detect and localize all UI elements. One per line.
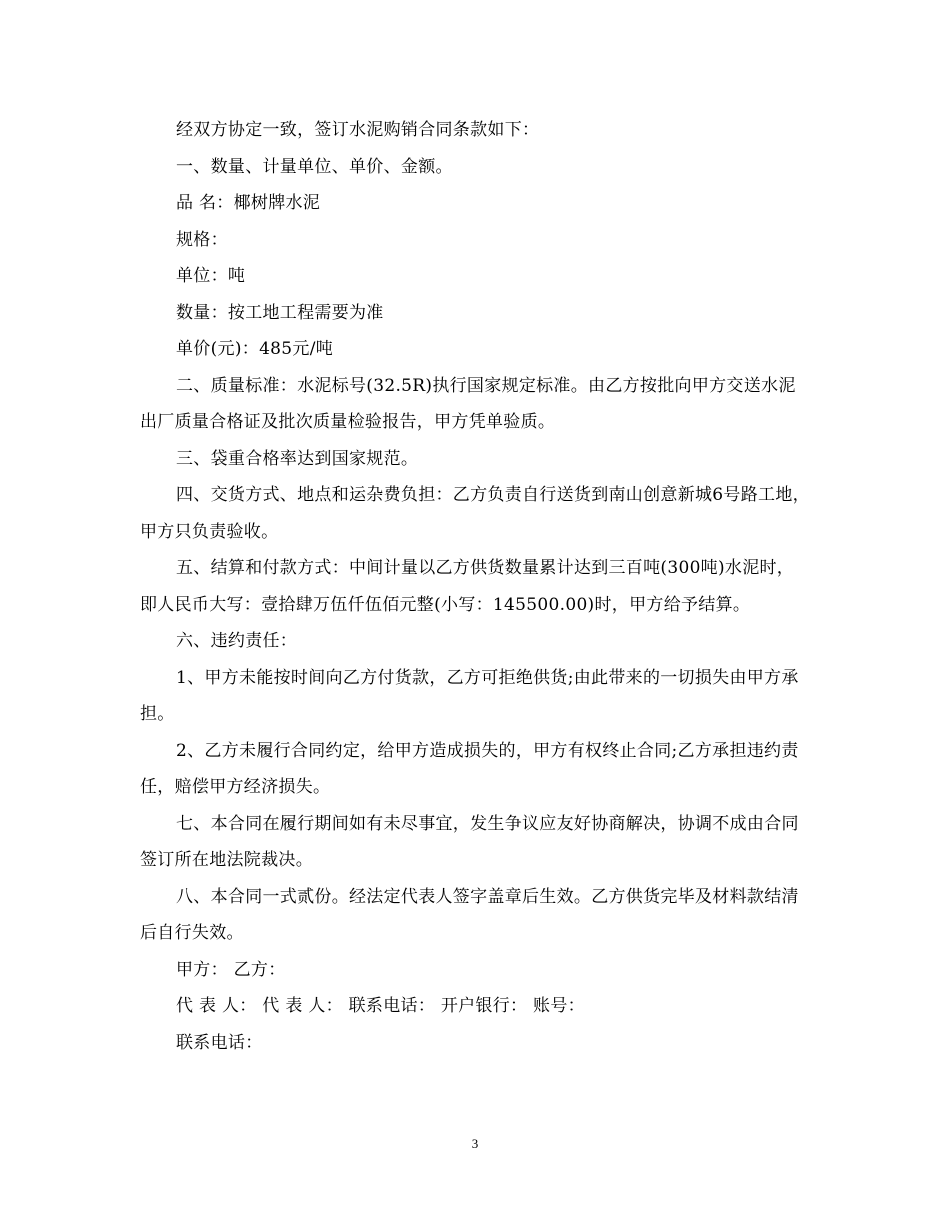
paragraph-quantity: 数量：按工地工程需要为准 — [176, 302, 384, 323]
paragraph-unit: 单位：吨 — [176, 266, 246, 286]
paragraph-section-2-quality: 二、质量标准：水泥标号(32.5R)执行国家规定标准。由乙方按批向甲方交送水泥出厂质量合格证及批次质量检验报告，甲方凭单验质。 — [140, 375, 796, 432]
paragraph-section-5-payment: 五、结算和付款方式：中间计量以乙方供货数量累计达到三百吨(300吨)水泥时，即人民币大写：壹拾肆万伍仟伍佰元整(小写：145500.00)时，甲方给予结算。 — [140, 558, 795, 615]
paragraph-representatives: 代 表 人： 代 表 人： 联系电话： 开户银行： 账号： — [176, 996, 585, 1016]
paragraph-intro: 经双方协定一致，签订水泥购销合同条款如下： — [176, 120, 540, 140]
paragraph-section-4-delivery: 四、交货方式、地点和运杂费负担：乙方负责自行送货到南山创意新城6号路工地，甲方只负责验收。 — [140, 485, 810, 542]
paragraph-section-3-bag-weight: 三、袋重合格率达到国家规范。 — [176, 448, 419, 469]
paragraph-breach-party-a: 1、甲方未能按时间向乙方付货款，乙方可拒绝供货;由此带来的一切损失由甲方承担。 — [140, 667, 799, 724]
page-number: 3 — [471, 1136, 479, 1151]
paragraph-section-1-heading: 一、数量、计量单位、单价、金额。 — [176, 156, 453, 177]
paragraph-parties: 甲方： 乙方： — [176, 959, 286, 980]
paragraph-section-8-copies: 八、本合同一式贰份。经法定代表人签字盖章后生效。乙方供货完毕及材料款结清后自行失效。 — [140, 886, 799, 943]
paragraph-specification: 规格： — [176, 229, 228, 250]
paragraph-product-name: 品 名：椰树牌水泥 — [176, 193, 321, 213]
paragraph-unit-price: 单价(元)：485元/吨 — [176, 339, 334, 359]
paragraph-section-7-disputes: 七、本合同在履行期间如有未尽事宜，发生争议应友好协商解决，协调不成由合同签订所在地法院裁决。 — [140, 813, 799, 870]
document-body — [140, 112, 810, 1061]
paragraph-section-6-heading: 六、违约责任： — [176, 631, 298, 651]
paragraph-contact-phone: 联系电话： — [176, 1032, 263, 1053]
paragraph-breach-party-b: 2、乙方未履行合同约定，给甲方造成损失的，甲方有权终止合同;乙方承担违约责任，赔偿甲方经济损失。 — [140, 740, 799, 797]
